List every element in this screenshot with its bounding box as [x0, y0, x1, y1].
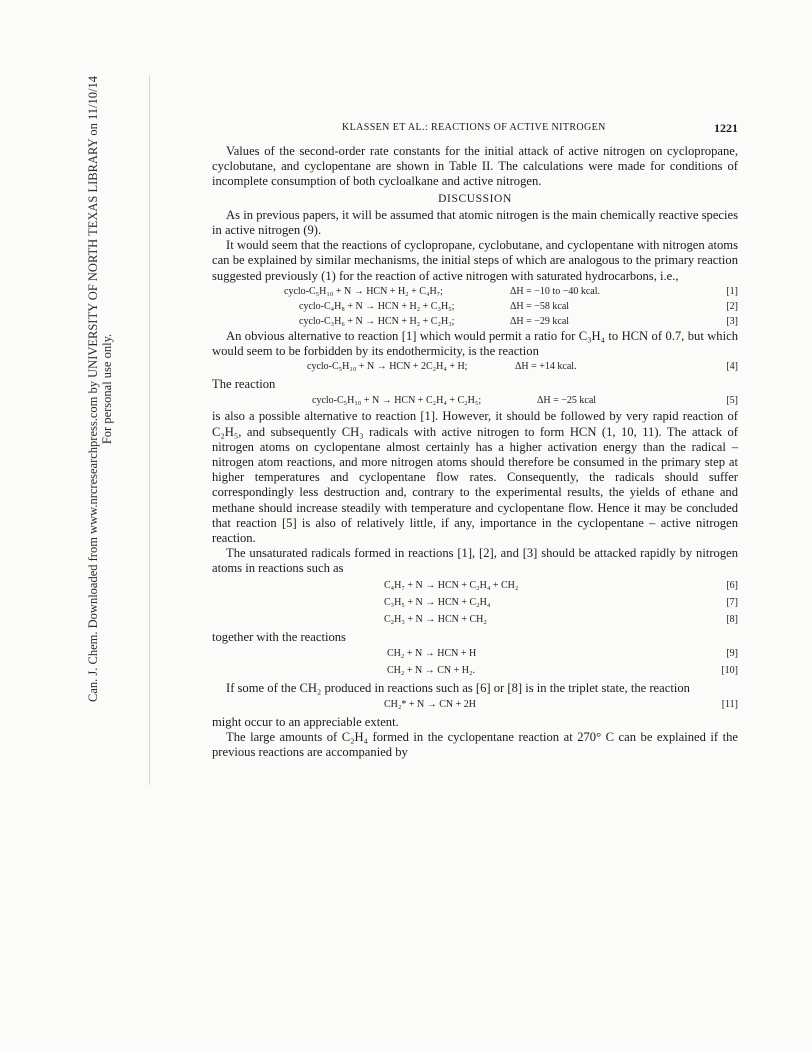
equation — [212, 577, 738, 594]
equation-lhs: cyclo-C₅H₁₀ + N → HCN + H₂ + C₄H₇; — [284, 285, 443, 297]
download-notice — [86, 0, 114, 789]
equation-number: [4] — [726, 361, 738, 373]
equation — [212, 662, 738, 679]
equation-enthalpy: ΔH = −25 kcal — [537, 395, 597, 407]
article-body — [212, 144, 738, 761]
download-notice-line: Can. J. Chem. Downloaded from www.nrcresearchpress.com by UNIVERSITY OF NORTH TEXAS LIBRARY on 11/10/14 — [86, 76, 100, 702]
equation-lhs: cyclo-C₅H₁₀ + N → HCN + C₂H₄ + C₂H₅; — [312, 395, 482, 407]
paragraph: An obvious alternative to reaction [1] which would permit a ratio for C₃H₄ to HCN of 0.7, but which would seem to be forbidden by its endothermicity, is the reaction — [212, 328, 738, 359]
running-header — [212, 121, 738, 135]
equation-number: [6] — [726, 579, 738, 591]
paragraph: The unsaturated radicals formed in reactions [1], [2], and [3] should be attacked rapidly by nitrogen atoms in reactions such as — [212, 546, 738, 576]
equation-lhs: C₂H₃ + N → HCN + CH₂ — [384, 613, 487, 625]
equation — [212, 392, 738, 409]
paragraph: If some of the CH₂ produced in reactions such as [6] or [8] is in the triplet state, the reaction — [226, 680, 690, 695]
paragraph: The reaction — [212, 377, 276, 392]
equation — [212, 299, 738, 314]
equation — [212, 611, 738, 628]
paragraph: It would seem that the reactions of cyclopropane, cyclobutane, and cyclopentane with nitrogen atoms can be explained by similar mechanisms, the initial steps of which are analogous to the primary reaction suggested previously (1) for the reaction of active nitrogen with saturated hydrocarbons, i.e., — [212, 238, 738, 283]
equation-number: [8] — [726, 613, 738, 625]
equation-number: [11] — [721, 699, 738, 711]
paragraph: Values of the second-order rate constants for the initial attack of active nitrogen on cyclopropane, cyclobutane, and cyclopentane are shown in Table II. The calculations were made for conditions of incomplete consumption of both cycloalkane and active nitrogen. — [212, 144, 738, 189]
paragraph: As in previous papers, it will be assumed that atomic nitrogen is the main chemically reactive species in active nitrogen (9). — [212, 207, 738, 238]
equation-number: [5] — [726, 395, 738, 407]
equation-lhs: CH₂* + N → CN + 2H — [384, 699, 476, 711]
equation-enthalpy: ΔH = −58 kcal — [510, 300, 570, 312]
paragraph: might occur to an appreciable extent. — [212, 715, 399, 730]
paragraph: together with the reactions — [212, 629, 346, 644]
equation — [212, 359, 738, 374]
equation — [212, 314, 738, 329]
equation-number: [10] — [721, 664, 738, 676]
equation-lhs: C₃H₅ + N → HCN + C₂H₄ — [384, 596, 491, 608]
equation-number: [3] — [726, 315, 738, 327]
equation-lhs: C₄H₇ + N → HCN + C₂H₄ + CH₂ — [384, 579, 519, 591]
section-heading: DISCUSSION — [438, 192, 512, 205]
equation-number: [7] — [726, 596, 738, 608]
equation-enthalpy: ΔH = +14 kcal. — [515, 361, 577, 373]
equation — [212, 594, 738, 611]
equation — [212, 284, 738, 299]
equation-lhs: cyclo-C₅H₁₀ + N → HCN + 2C₂H₄ + H; — [307, 361, 468, 373]
personal-use-line: For personal use only. — [100, 333, 114, 445]
page-gutter-rule — [149, 75, 150, 785]
running-title: KLASSEN ET AL.: REACTIONS OF ACTIVE NITROGEN — [342, 122, 606, 133]
equation-number: [9] — [726, 647, 738, 659]
equation-lhs: cyclo-C₃H₆ + N → HCN + H₂ + C₂H₃; — [299, 315, 455, 327]
equation-enthalpy: ΔH = −10 to −40 kcal. — [510, 285, 601, 297]
paragraph: The large amounts of C₂H₄ formed in the cyclopentane reaction at 270° C can be explained if the previous reactions are accompanied by — [212, 730, 738, 760]
equation — [212, 696, 738, 713]
equation-lhs: cyclo-C₄H₈ + N → HCN + H₂ + C₃H₅; — [299, 300, 455, 312]
equation-lhs: CH₂ + N → HCN + H — [387, 647, 477, 659]
equation — [212, 645, 738, 662]
equation-number: [1] — [726, 285, 738, 297]
equation-lhs: CH₂ + N → CN + H₂. — [387, 664, 475, 676]
paragraph: is also a possible alternative to reaction [1]. However, it should be followed by very rapid reaction of C₂H₅, and subsequently CH₃ radicals with active nitrogen to form HCN (1, 10, 11). The attack of nitrogen atoms on cyclopentane almost certainly has a higher activation energy than the radical – nitrogen atom reactions, and more nitrogen atoms should therefore be consumed in the primary step at higher temperatures and cyclopentane flow rates. Consequently, the radicals should suffer correspondingly less destruction and, contrary to the experimental results, the yields of ethane and methane should increase steadily with temperature and cyclopentane flow. Hence it may be concluded that reaction [5] is also of relatively little, if any, importance in the cyclopentane – active nitrogen reaction. — [212, 409, 738, 546]
equation-number: [2] — [726, 300, 738, 312]
equation-enthalpy: ΔH = −29 kcal — [510, 315, 570, 327]
page-number: 1221 — [714, 121, 738, 135]
